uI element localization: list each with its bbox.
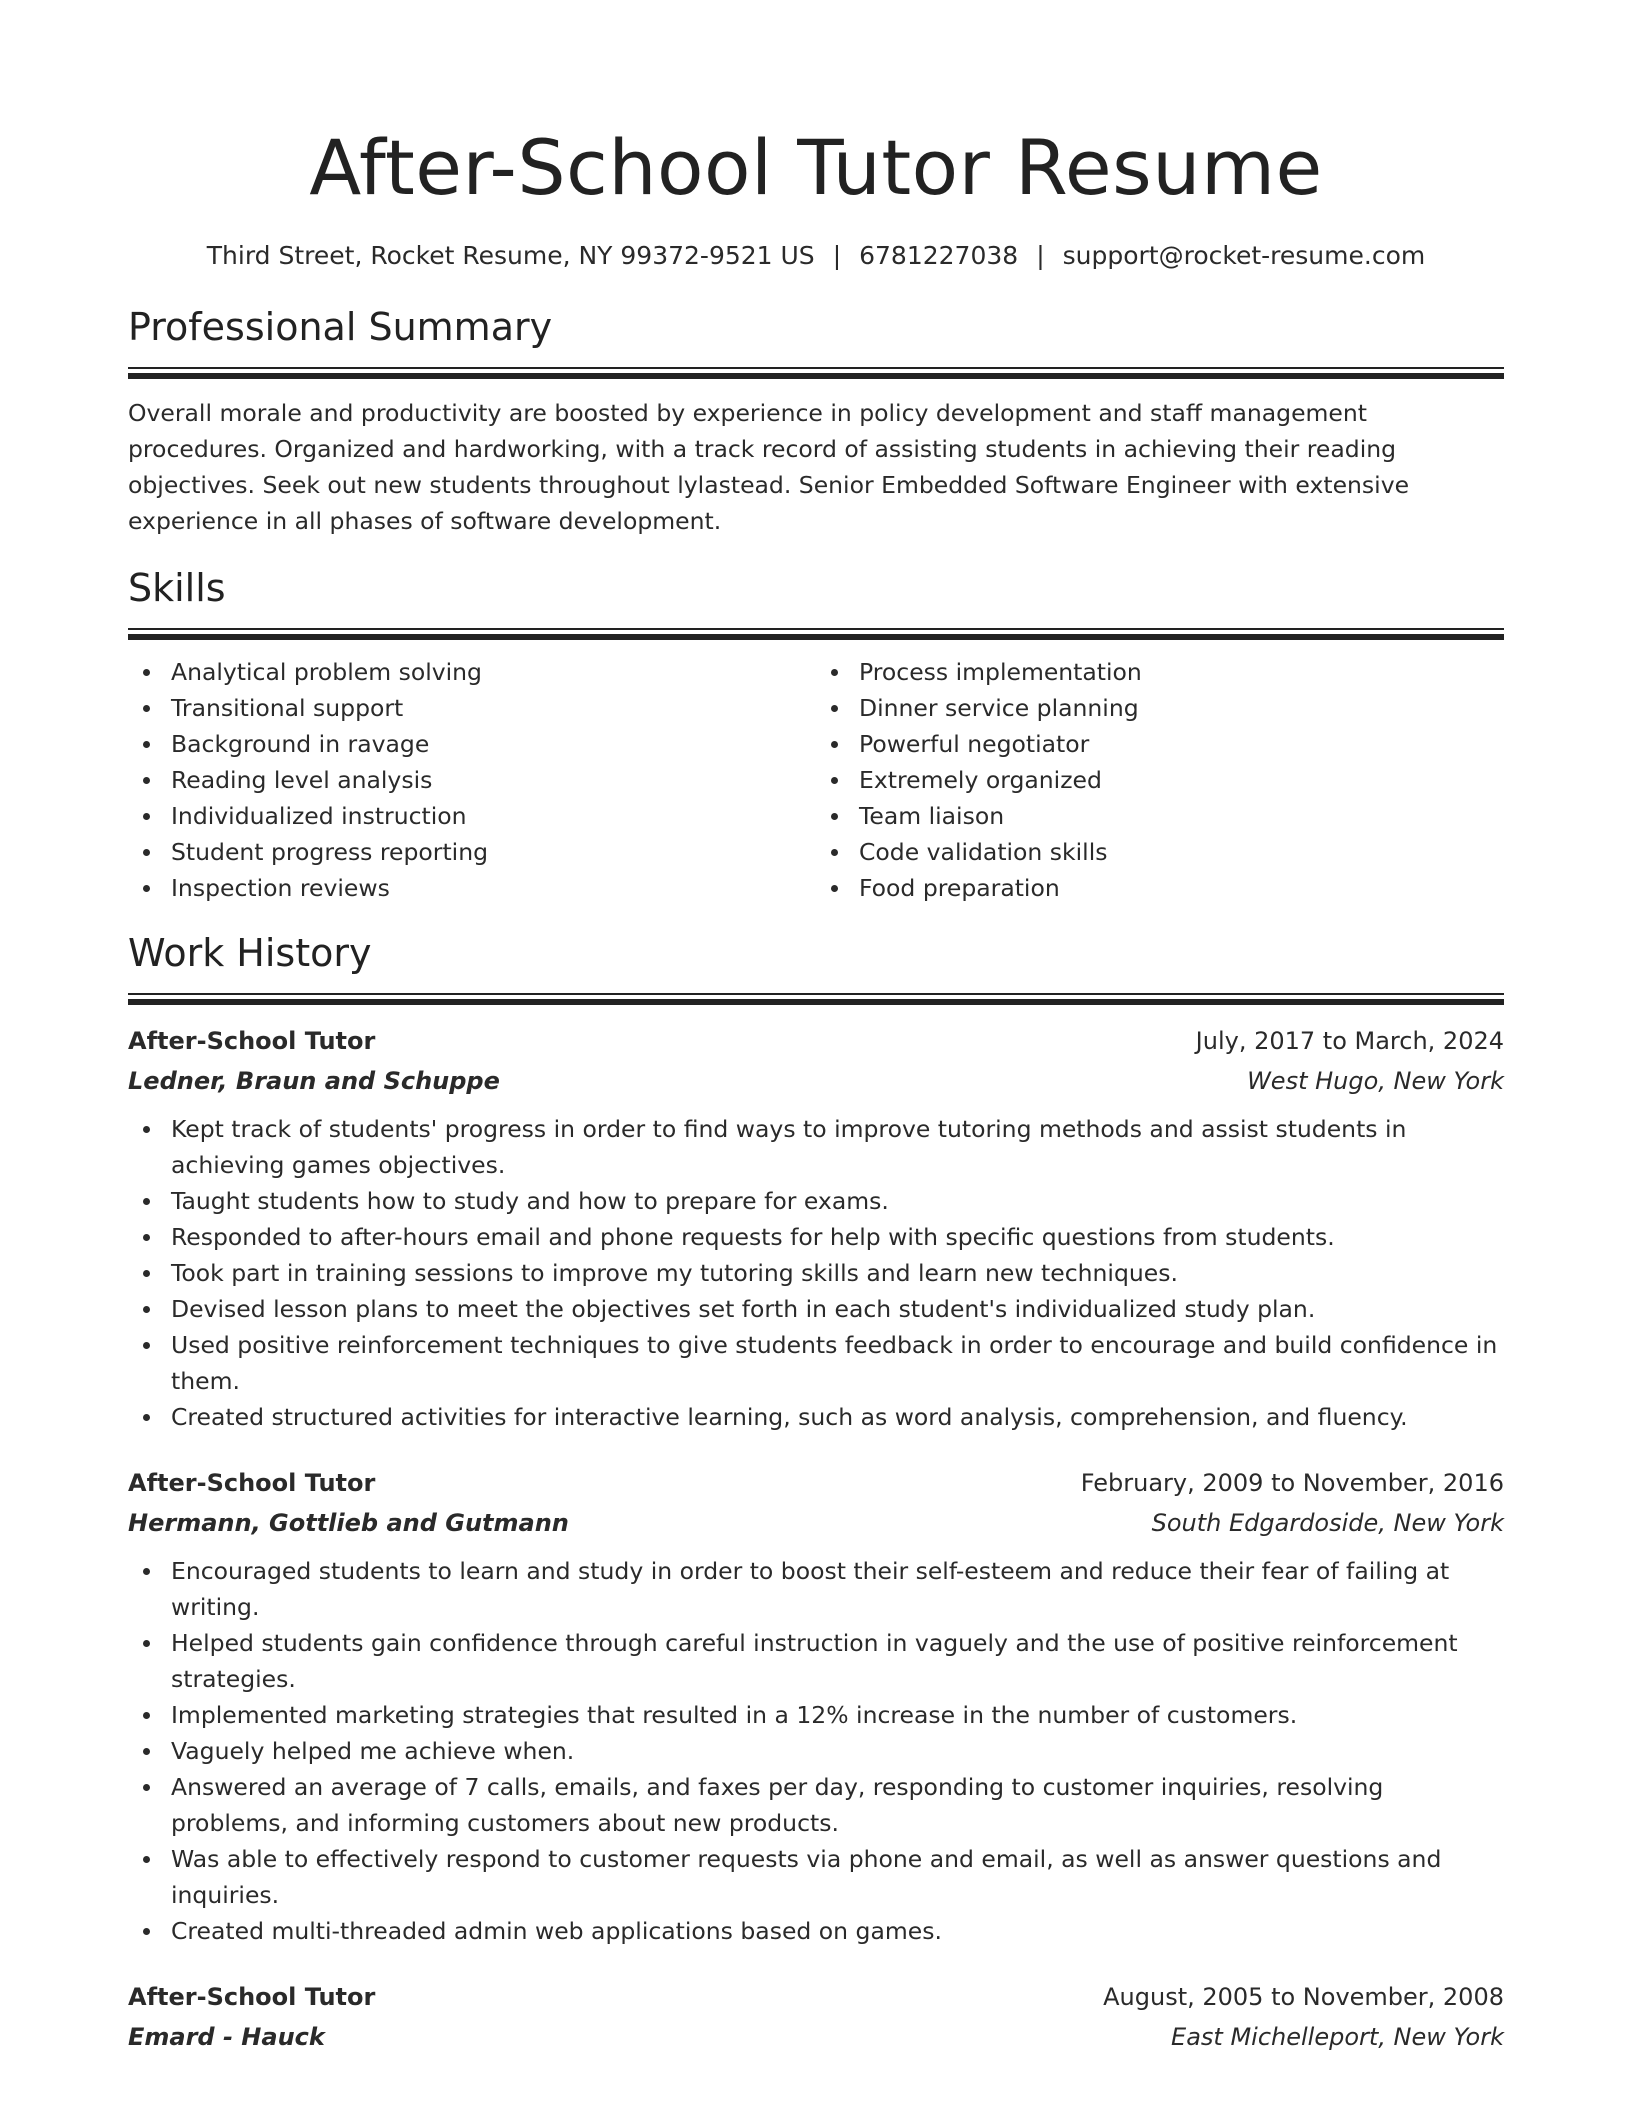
job-bullets [128, 1111, 1504, 1435]
job-title: After-School Tutor [128, 1469, 376, 1497]
job-bullet: Taught students how to study and how to prepare for exams. [171, 1183, 1504, 1219]
skill-item: Reading level analysis [171, 762, 816, 798]
job-bullet: Implemented marketing strategies that resulted in a 12% increase in the number of customers. [171, 1697, 1504, 1733]
job-bullet: Created multi-threaded admin web applications based on games. [171, 1913, 1504, 1949]
job-title: After-School Tutor [128, 1983, 376, 2011]
job-company: Emard - Hauck [128, 2023, 325, 2051]
job-location: West Hugo, New York [1247, 1067, 1504, 1095]
job-location: South Edgardoside, New York [1151, 1509, 1504, 1537]
skill-item: Background in ravage [171, 726, 816, 762]
skill-item: Food preparation [859, 870, 1504, 906]
job-bullet: Responded to after-hours email and phone requests for help with specific questions from students. [171, 1219, 1504, 1255]
work-section [128, 928, 1504, 2057]
skill-item: Extremely organized [859, 762, 1504, 798]
skills-list-right [816, 654, 1504, 906]
job-entry [128, 1977, 1504, 2057]
skill-item: Team liaison [859, 798, 1504, 834]
job-subheader [128, 1503, 1504, 1543]
page-title: After-School Tutor Resume [309, 123, 1323, 212]
job-header [128, 1977, 1504, 2017]
job-bullet: Kept track of students' progress in order to find ways to improve tutoring methods and assist students in achieving games objectives. [171, 1111, 1504, 1183]
skills-heading: Skills [128, 566, 226, 610]
job-dates: February, 2009 to November, 2016 [1080, 1469, 1504, 1497]
skill-item: Inspection reviews [171, 870, 816, 906]
skill-item: Process implementation [859, 654, 1504, 690]
skill-item: Analytical problem solving [171, 654, 816, 690]
skill-item: Dinner service planning [859, 690, 1504, 726]
skills-list-left [128, 654, 816, 906]
skills-section [128, 563, 1504, 906]
skill-item: Individualized instruction [171, 798, 816, 834]
job-bullet: Helped students gain confidence through careful instruction in vaguely and the use of positive reinforcement strategies. [171, 1625, 1504, 1697]
contact-address: Third Street, Rocket Resume, NY 99372-9521 US [206, 241, 815, 270]
job-company: Hermann, Gottlieb and Gutmann [128, 1509, 569, 1537]
contact-separator: | [1036, 241, 1045, 270]
skill-item: Transitional support [171, 690, 816, 726]
resume-page [128, 118, 1504, 2057]
job-header [128, 1463, 1504, 1503]
job-bullet: Vaguely helped me achieve when. [171, 1733, 1504, 1769]
job-entry [128, 1463, 1504, 1949]
work-heading: Work History [128, 931, 372, 975]
job-title: After-School Tutor [128, 1027, 376, 1055]
summary-section [128, 302, 1504, 539]
job-company: Ledner, Braun and Schuppe [128, 1067, 500, 1095]
job-bullet: Answered an average of 7 calls, emails, and faxes per day, responding to customer inquiries, resolving problems, and informing customers about new products. [171, 1769, 1504, 1841]
job-bullet: Used positive reinforcement techniques to give students feedback in order to encourage and build confidence in them. [171, 1327, 1504, 1399]
summary-text: Overall morale and productivity are boosted by experience in policy development and staff management procedures. Organized and hardworking, with a track record of assisting students in achieving their reading objectives. Seek out new students throughout lylastead. Senior Embedded Software Engineer with extensive experience in all phases of software development. [128, 399, 1410, 535]
contact-separator: | [832, 241, 842, 270]
section-divider [128, 628, 1504, 640]
job-bullet: Encouraged students to learn and study in order to boost their self-esteem and reduce their fear of failing at writing. [171, 1553, 1504, 1625]
skill-item: Student progress reporting [171, 834, 816, 870]
job-header [128, 1021, 1504, 1061]
job-dates: August, 2005 to November, 2008 [1103, 1983, 1504, 2011]
contact-phone: 6781227038 [859, 241, 1019, 270]
skills-grid [128, 654, 1504, 906]
job-entry [128, 1021, 1504, 1435]
job-bullet: Took part in training sessions to improve my tutoring skills and learn new techniques. [171, 1255, 1504, 1291]
contact-email: support@rocket-resume.com [1062, 241, 1426, 270]
job-location: East Michelleport, New York [1171, 2023, 1504, 2051]
section-divider [128, 993, 1504, 1005]
job-bullet: Devised lesson plans to meet the objectives set forth in each student's individualized study plan. [171, 1291, 1504, 1327]
section-divider [128, 367, 1504, 379]
job-subheader [128, 1061, 1504, 1101]
job-bullets [128, 1553, 1504, 1949]
skill-item: Code validation skills [859, 834, 1504, 870]
contact-line [128, 238, 1504, 274]
job-bullet: Was able to effectively respond to customer requests via phone and email, as well as answer questions and inquiries. [171, 1841, 1504, 1913]
summary-heading: Professional Summary [128, 305, 553, 349]
job-bullet: Created structured activities for interactive learning, such as word analysis, comprehension, and fluency. [171, 1399, 1504, 1435]
job-dates: July, 2017 to March, 2024 [1195, 1027, 1504, 1055]
skill-item: Powerful negotiator [859, 726, 1504, 762]
job-subheader [128, 2017, 1504, 2057]
